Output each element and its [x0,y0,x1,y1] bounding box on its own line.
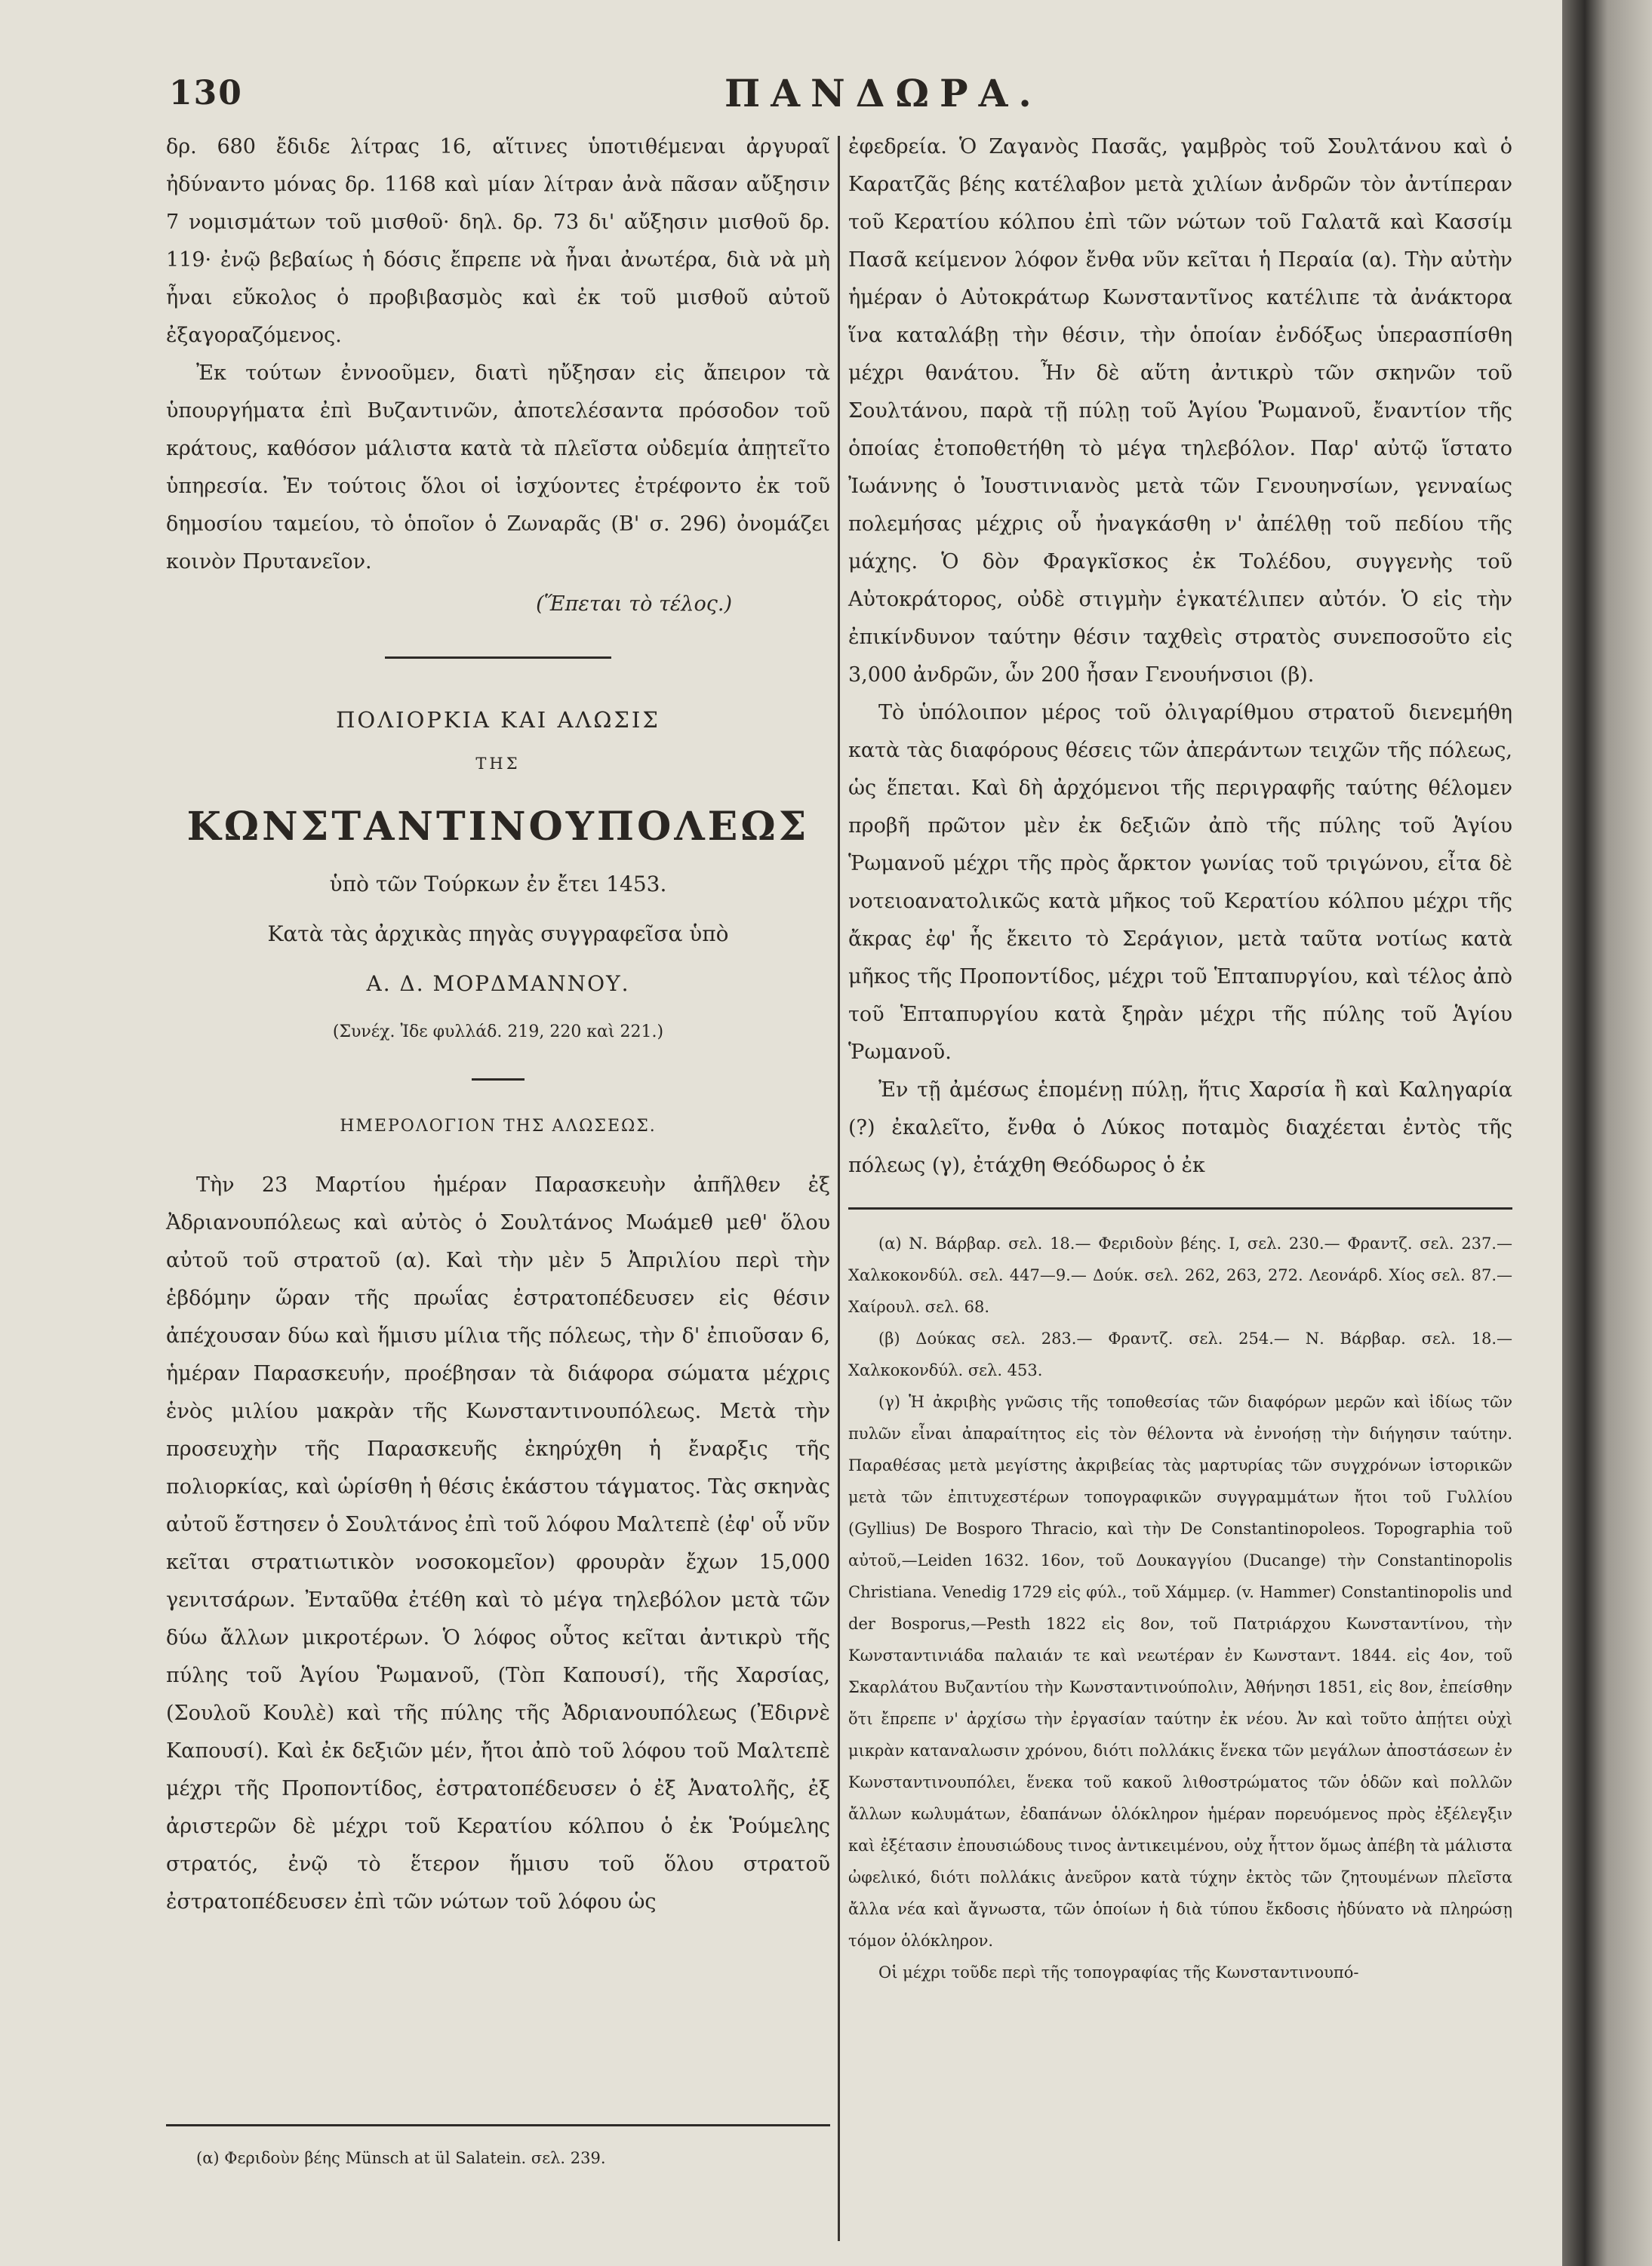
column-divider [838,136,840,2241]
right-paragraph-1: ἐφεδρεία. Ὁ Ζαγανὸς Πασᾶς, γαμβρὸς τοῦ Σουλτάνου καὶ ὁ Καρατζᾶς βέης κατέλαβον μετὰ χιλίων ἀνδρῶν τὸν ἀντίπεραν τοῦ Κερατίου κόλπου ἐπὶ τῶν νώτων τοῦ Γαλατᾶ καὶ Κασσίμ Πασᾶ κείμενον λόφον ἔνθα νῦν κεῖται ἡ Περαία (α). Τὴν αὐτὴν ἡμέραν ὁ Αὐτοκράτωρ Κωνσταντῖνος κατέλιπε τὰ ἀνάκτορα ἵνα καταλάβῃ τὴν θέσιν, τὴν ὁποίαν ἐνδόξως ὑπερασπίσθη μέχρι θανάτου. Ἦν δὲ αὕτη ἀντικρὺ τῶν σκηνῶν τοῦ Σουλτάνου, παρὰ τῇ πύλῃ τοῦ Ἁγίου Ῥωμανοῦ, ἔναντίον τῆς ὁποίας ἐτοποθετήθη τὸ μέγα τηλεβόλον. Παρ' αὐτῷ ἵστατο Ἰωάννης ὁ Ἰουστινιανὸς μετὰ τῶν Γενουηνσίων, γενναίως πολεμήσας μέχρις οὗ ἠναγκάσθη ν' ἀπέλθῃ τοῦ πεδίου τῆς μάχης. Ὁ δὸν Φραγκῖσκος ἐκ Τολέδου, συγγενὴς τοῦ Αὐτοκράτορος, οὐδὲ στιγμὴν ἐγκατέλιπεν αὐτόν. Ὁ εἰς τὴν ἐπικίνδυνον ταύτην θέσιν ταχθεὶς στρατὸς συνεποσοῦτο εἰς 3,000 ἀνδρῶν, ὧν 200 ἦσαν Γενουήνσιοι (β). [848,135,1512,687]
right-column [848,128,1512,2241]
right-paragraph-2: Τὸ ὑπόλοιπον μέρος τοῦ ὀλιγαρίθμου στρατοῦ διενεμήθη κατὰ τὰς διαφόρους θέσεις τῶν ἀπεράντων τειχῶν τῆς πόλεως, ὡς ἕπεται. Καὶ δὴ ἀρχόμενοι τῆς περιγραφῆς ταύτης θέλομεν προβῆ πρῶτον μὲν ἐκ δεξιῶν ἀπὸ τῆς πύλης τοῦ Ἁγίου Ῥωμανοῦ μέχρι τῆς πρὸς ἄρκτον γωνίας τοῦ τριγώνου, εἶτα δὲ νοτειοανατολικῶς κατὰ μῆκος τοῦ Κερατίου κόλπου μέχρι τῆς ἄκρας ἐφ' ἧς ἔκειτο τὸ Σεράγιον, μετὰ ταῦτα νοτίως κατὰ μῆκος τῆς Προποντίδος, μέχρι τοῦ Ἑπταπυργίου, καὶ τέλος ἀπὸ τοῦ Ἑπταπυργίου κατὰ ξηρὰν μέχρι τῆς πύλης τοῦ Ἁγίου Ῥωμανοῦ. [848,701,1512,1064]
left-paragraph-1: δρ. 680 ἔδιδε λίτρας 16, αἵτινες ὑποτιθέμεναι ἀργυραῖ ἠδύναντο μόνας δρ. 1168 καὶ μίαν λίτραν ἀνὰ πᾶσαν αὔξησιν 7 νομισμάτων τοῦ μισθοῦ· δηλ. δρ. 73 δι' αὔξησιν μισθοῦ δρ. 119· ἐνῷ βεβαίως ἡ δόσις ἔπρεπε νὰ ἦναι ἀνωτέρα, διὰ νὰ μὴ ἦναι εὔκολος ὁ προβιβασμὸς καὶ ἐκ τοῦ μισθοῦ αὐτοῦ ἐξαγοραζόμενος. [166,135,830,347]
footnote-c-tail: Οἱ μέχρι τοῦδε περὶ τῆς τοπογραφίας τῆς Κωνσταντινουπό- [878,1963,1359,1982]
left-footnote-rule [166,2124,830,2126]
section-heading: ΗΜΕΡΟΛΟΓΙΟΝ ΤΗΣ ΑΛΩΣΕΩΣ. [340,1117,657,1136]
title-line-2: ΤΗΣ [475,755,521,773]
left-paragraph-3: Τὴν 23 Μαρτίου ἡμέραν Παρασκευὴν ἀπῆλθεν ἐξ Ἀδριανουπόλεως καὶ αὐτὸς ὁ Σουλτάνος Μωάμεθ μεθ' ὅλου αὐτοῦ τοῦ στρατοῦ (α). Καὶ τὴν μὲν 5 Ἀπριλίου περὶ τὴν ἑβδόμην ὥραν τῆς πρωΐας ἐστρατοπέδευσεν εἰς θέσιν ἀπέχουσαν δύω καὶ ἥμισυ μίλια τῆς πόλεως, τὴν δ' ἐπιοῦσαν 6, ἡμέραν Παρασκευήν, προέβησαν τὰ διάφορα σώματα μέχρις ἑνὸς μιλίου μακρὰν τῆς Κωνσταντινουπόλεως. Μετὰ τὴν προσευχὴν τῆς Παρασκευῆς ἐκηρύχθη ἡ ἔναρξις τῆς πολιορκίας, καὶ ὡρίσθη ἡ θέσις ἑκάστου τάγματος. Τὰς σκηνὰς αὐτοῦ ἔστησεν ὁ Σουλτάνος ἐπὶ τοῦ λόφου Μαλτεπὲ (ἐφ' οὗ νῦν κεῖται στρατιωτικὸν νοσοκομεῖον) φρουρὰν ἔχων 15,000 γενιτσάρων. Ἐνταῦθα ἐτέθη καὶ τὸ μέγα τηλεβόλον μετὰ τῶν δύω ἄλλων μικροτέρων. Ὁ λόφος οὗτος κεῖται ἀντικρὺ τῆς πύλης τοῦ Ἁγίου Ῥωμανοῦ, (Τὸπ Καπουσί), τῆς Χαρσίας, (Σουλοῦ Κουλὲ) καὶ τῆς πύλης τῆς Ἀδριανουπόλεως (Ἐδιρνὲ Καπουσί). Καὶ ἐκ δεξιῶν μέν, ἤτοι ἀπὸ τοῦ λόφου τοῦ Μαλτεπὲ μέχρι τῆς Προποντίδος, ἐστρατοπέδευσεν ὁ ἐξ Ἀνατολῆς, ἐξ ἀριστερῶν δὲ μέχρι τοῦ Κερατίου κόλπου ὁ ἐκ Ῥούμελης στρατός, ἐνῷ τὸ ἕτερον ἥμισυ τοῦ ὅλου στρατοῦ ἐστρατοπέδευσεν ἐπὶ τῶν νώτων τοῦ λόφου ὡς [166,1173,830,1914]
footnote-b: (β) Δούκας σελ. 283.— Φραντζ. σελ. 254.— Ν. Βάρβαρ. σελ. 18.— Χαλκοκονδύλ. σελ. 453. [848,1330,1512,1379]
right-footnote-rule [848,1207,1512,1210]
author-name: Α. Δ. ΜΟΡΔΜΑΝΝΟΥ. [366,971,630,996]
footnote-c: (γ) Ἡ ἀκριβὴς γνῶσις τῆς τοποθεσίας τῶν διαφόρων μερῶν καὶ ἰδίως τῶν πυλῶν εἶναι ἀπαραίτητος εἰς τὸν θέλοντα νὰ ἐννοήσῃ τὴν διήγησιν ταύτην. Παραθέσας μετὰ μεγίστης ἀκριβείας τὰς μαρτυρίας τῶν συγχρόνων ἱστορικῶν μετὰ τῶν ἐπιτυχεστέρων τοπογραφικῶν συγγραμμάτων ἤτοι τοῦ Γυλλίου (Gyllius) De Bosporo Thracio, καὶ τὴν De Constantinopoleos. Topographia τοῦ αὐτοῦ,—Leiden 1632. 16ον, τοῦ Δουκαγγίου (Ducange) τὴν Constantinopolis Christiana. Venedig 1729 εἰς φύλ., τοῦ Χάμμερ. (v. Hammer) Constantinopolis und der Bosporus,—Pesth 1822 εἰς 8ον, τοῦ Πατριάρχου Κωνσταντίνου, τὴν Κωνσταντινιάδα παλαιάν τε καὶ νεωτέραν ἐν Κωνσταντ. 1844. εἰς 4ον, τοῦ Σκαρλάτου Βυζαντίου τὴν Κωνσταντινούπολιν, Ἀθήνησι 1851, εἰς 8ον, ἐπείσθην ὅτι ἔπρεπε ν' ἀρχίσω τὴν ἐργασίαν ταύτην ἐκ νέου. Ἀν καὶ τοῦτο ἀπῄτει οὐχὶ μικρὰν καταναλωσιν χρόνου, διότι πολλάκις ἕνεκα τῶν μεγάλων ἀποστάσεων ἐν Κωνσταντινουπόλει, ἕνεκα τοῦ κακοῦ λιθοστρώματος τῶν ὁδῶν καὶ πολλῶν ἄλλων κωλυμάτων, ἐδαπάνων ὁλόκληρον ἡμέραν πορευόμενος πρὸς ἐξέλεγξιν καὶ ἐξέτασιν ἐπουσιώδους τινος ἀντικειμένου, οὐχ ἧττον ὅμως ἀπέβη τὰ μάλιστα ὠφελικό, διότι πολλάκις ἀνεῦρον κατὰ τύχην ἐκτὸς τῶν ζητουμένων πλεῖστα ἄλλα νέα καὶ ἄγνωστα, τῶν ὁποίων ἡ διὰ τύπου ἔκδοσις ἠδύνατο νὰ πληρώσῃ τόμον ὁλόκληρον. [848,1393,1512,1950]
page-number: 130 [169,74,243,112]
right-paragraph-3: Ἐν τῇ ἀμέσως ἑπομένῃ πύλῃ, ἥτις Χαρσία ἢ καὶ Καληγαρία (?) ἐκαλεῖτο, ἔνθα ὁ Λύκος ποταμὸς διαχέεται ἐντὸς τῆς πόλεως (γ), ἐτάχθη Θεόδωρος ὁ ἐκ [848,1078,1512,1177]
left-paragraph-2: Ἐκ τούτων ἐννοοῦμεν, διατὶ ηὔξησαν εἰς ἄπειρον τὰ ὑπουργήματα ἐπὶ Βυζαντινῶν, ἀποτελέσαντα πρόσοδον τοῦ κράτους, καθόσον μάλιστα κατὰ τὰ πλεῖστα οὐδεμία ἀπῃτεῖτο ὑπηρεσία. Ἐν τούτοις ὅλοι οἱ ἰσχύοντες ἐτρέφοντο ἐκ τοῦ δημοσίου ταμείου, τὸ ὁποῖον ὁ Ζωναρᾶς (Β' σ. 296) ὀνομάζει κοινὸν Πρυτανεῖον. [166,361,830,573]
article-title-block [166,701,830,1051]
title-line-4: ὑπὸ τῶν Τούρκων ἐν ἔτει 1453. [329,872,667,896]
article-separator [385,656,611,659]
continuation-note: (Συνέχ. Ἰδε φυλλάδ. 219, 220 καὶ 221.) [332,1022,664,1041]
short-separator [472,1078,525,1081]
right-footnotes [848,1228,1512,1988]
continued-note: (Ἕπεται τὸ τέλος.) [536,592,732,616]
title-line-3: ΚΩΝΣΤΑΝΤΙΝΟΥΠΟΛΕΩΣ [186,804,810,850]
left-footnote: (α) Φεριδοὺν βέης Münsch at ül Salatein. σελ. 239. [196,2149,606,2167]
footnote-a: (α) Ν. Βάρβαρ. σελ. 18.— Φεριδοὺν βέης. I, σελ. 230.— Φραντζ. σελ. 237.—Χαλκοκονδύλ. σελ. 447—9.— Δούκ. σελ. 262, 263, 272. Λεονάρδ. Χίος σελ. 87.—Χαίρουλ. σελ. 68. [848,1234,1512,1316]
title-line-5: Κατὰ τὰς ἀρχικὰς πηγὰς συγγραφεῖσα ὑπὸ [267,921,729,946]
title-line-1: ΠΟΛΙΟΡΚΙΑ ΚΑΙ ΑΛΩΣΙΣ [336,707,660,733]
running-title: ΠΑΝΔΩΡΑ. [724,71,1042,115]
left-column [166,128,830,2241]
page-binding-edge [1562,0,1652,2266]
page-header [151,66,1502,127]
